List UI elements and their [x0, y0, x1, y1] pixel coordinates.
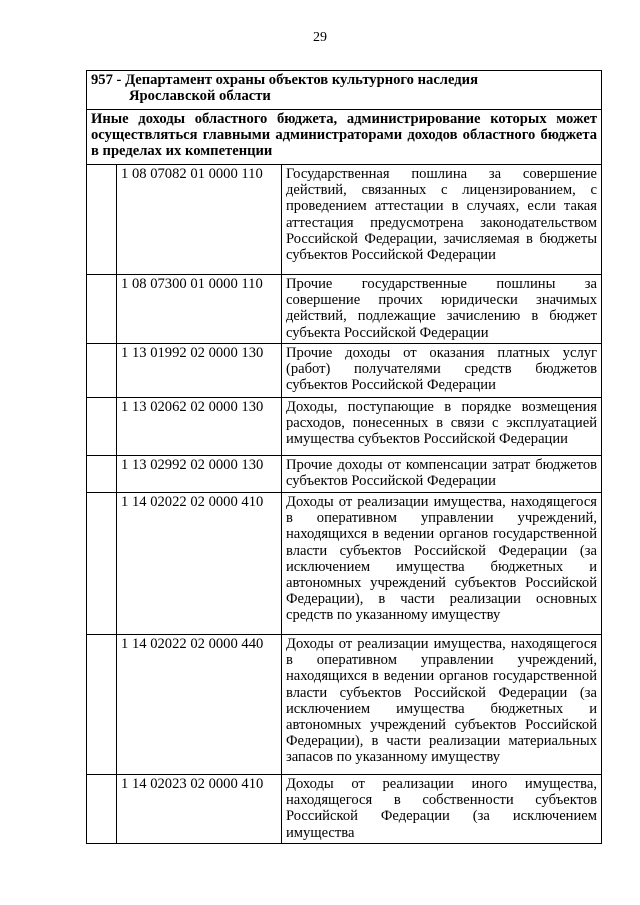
department-code: 957	[91, 72, 113, 88]
revenue-code: 1 14 02022 02 0000 410	[117, 493, 282, 635]
empty-cell	[87, 398, 117, 456]
page-number: 29	[313, 30, 327, 45]
revenue-description: Прочие доходы от компенсации затрат бюджетов субъектов Российской Федерации	[282, 456, 602, 493]
empty-cell	[87, 775, 117, 844]
department-name-line1: Департамент охраны объектов культурного наследия	[125, 72, 478, 88]
table-row	[87, 456, 602, 493]
revenue-codes-table	[86, 70, 602, 844]
department-header-row	[87, 71, 602, 110]
table-row	[87, 165, 602, 275]
empty-cell	[87, 165, 117, 275]
table-row	[87, 775, 602, 844]
table-row	[87, 344, 602, 398]
revenue-code: 1 14 02022 02 0000 440	[117, 635, 282, 775]
revenue-description: Доходы от реализации имущества, находящегося в оперативном управлении учреждений, находящихся в ведении органов государственной власти субъектов Российской Федерации (за исключением имущества бюджетных и автономных учреждений субъектов Российской Федерации), в части реализации основных средств по указанному имуществу	[282, 493, 602, 635]
empty-cell	[87, 493, 117, 635]
table-row	[87, 275, 602, 344]
revenue-description: Прочие доходы от оказания платных услуг (работ) получателями средств бюджетов субъектов Российской Федерации	[282, 344, 602, 398]
revenue-description: Доходы от реализации иного имущества, находящегося в собственности субъектов Российской Федерации (за исключением имущества	[282, 775, 602, 844]
empty-cell	[87, 456, 117, 493]
revenue-code: 1 13 02062 02 0000 130	[117, 398, 282, 456]
department-name-line2: Ярославской области	[129, 88, 271, 105]
revenue-description: Государственная пошлина за совершение действий, связанных с лицензированием, с проведением аттестации в случаях, если такая аттестация предусмотрена законодательством Российской Федерации, зачисляемая в бюджеты субъектов Российской Федерации	[282, 165, 602, 275]
department-header: 957 - Департамент охраны объектов культурного наследия Ярославской области	[87, 71, 602, 110]
revenue-description: Доходы от реализации имущества, находящегося в оперативном управлении учреждений, находящихся в ведении органов государственной власти субъектов Российской Федерации (за исключением имущества бюджетных и автономных учреждений субъектов Российской Федерации), в части реализации материальных запасов по указанному имуществу	[282, 635, 602, 775]
empty-cell	[87, 344, 117, 398]
revenue-code: 1 08 07082 01 0000 110	[117, 165, 282, 275]
revenue-description: Доходы, поступающие в порядке возмещения расходов, понесенных в связи с эксплуатацией имущества субъектов Российской Федерации	[282, 398, 602, 456]
revenue-code: 1 08 07300 01 0000 110	[117, 275, 282, 344]
empty-cell	[87, 635, 117, 775]
table-row	[87, 493, 602, 635]
table-row	[87, 635, 602, 775]
revenue-code: 1 14 02023 02 0000 410	[117, 775, 282, 844]
section-header-row	[87, 110, 602, 165]
revenue-code: 1 13 01992 02 0000 130	[117, 344, 282, 398]
revenue-description: Прочие государственные пошлины за совершение прочих юридически значимых действий, подлежащие зачислению в бюджет субъекта Российской Федерации	[282, 275, 602, 344]
table-row	[87, 398, 602, 456]
empty-cell	[87, 275, 117, 344]
section-title: Иные доходы областного бюджета, администрирование которых может осуществляться главными администраторами доходов областного бюджета в пределах их компетенции	[87, 110, 602, 165]
revenue-code: 1 13 02992 02 0000 130	[117, 456, 282, 493]
